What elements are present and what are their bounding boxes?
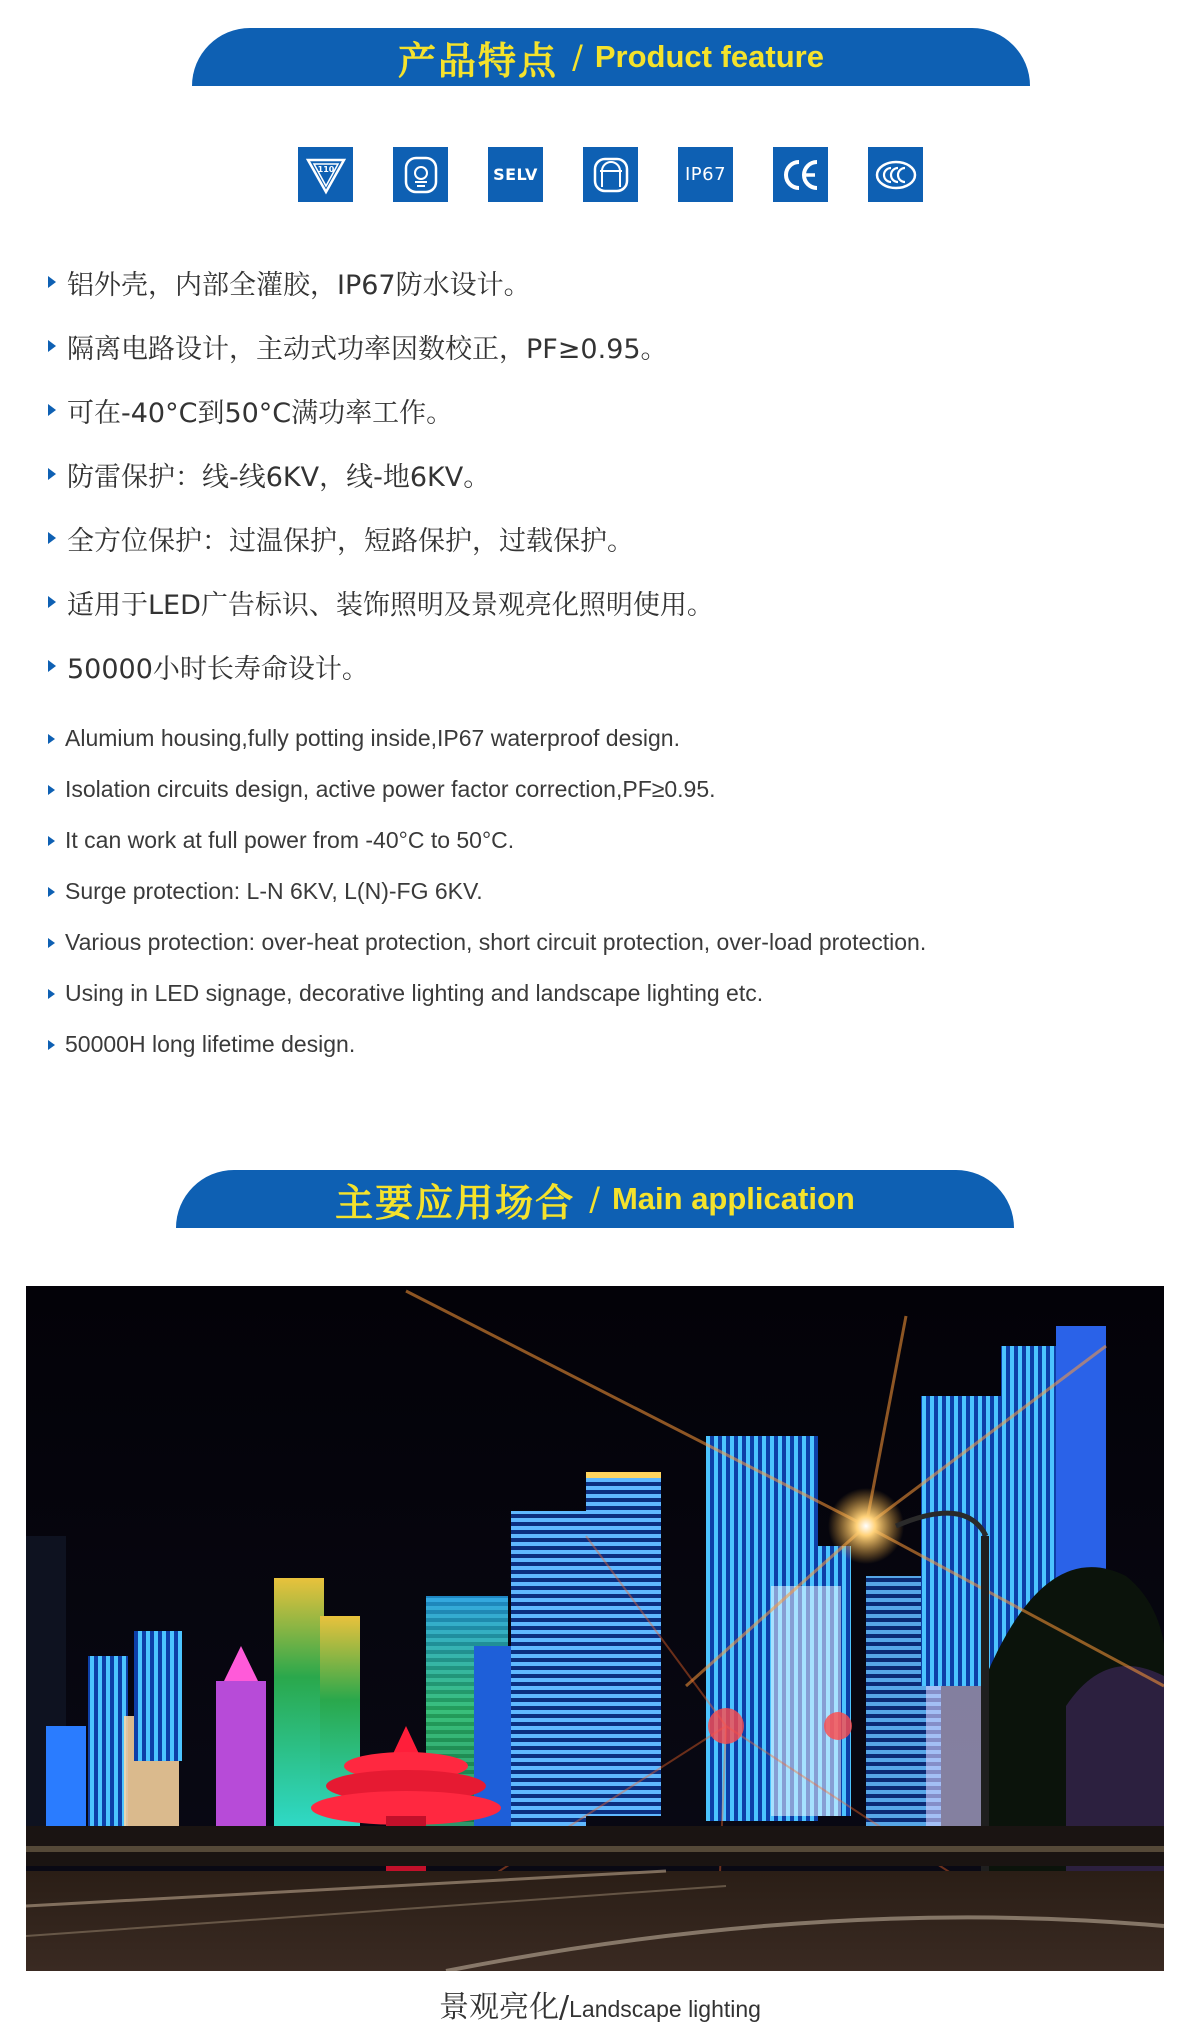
- selv-label: SELV: [493, 165, 538, 184]
- feature-en-item: [48, 764, 926, 815]
- main-application-title-zh: 主要应用场合: [335, 1180, 576, 1225]
- feature-en-text: 50000H long lifetime design.: [65, 1031, 356, 1057]
- product-feature-title-zh: 产品特点: [398, 38, 559, 83]
- features-en-list: [48, 713, 926, 1070]
- bullet-triangle-icon: [48, 404, 56, 416]
- bullet-triangle-icon: [48, 468, 56, 480]
- product-feature-banner: [192, 28, 1030, 86]
- triangle-110-label: 110: [317, 164, 334, 174]
- feature-en-item: [48, 917, 926, 968]
- triangle-110-icon: [298, 147, 353, 202]
- feature-en-item: [48, 866, 926, 917]
- feature-zh-item: [48, 442, 714, 506]
- feature-zh-item: [48, 506, 714, 570]
- main-application-separator: /: [589, 1180, 600, 1218]
- feature-zh-item: [48, 378, 714, 442]
- ccc-icon: [868, 147, 923, 202]
- selv-icon: [488, 147, 543, 202]
- feature-en-text: Isolation circuits design, active power factor correction,PF≥0.95.: [65, 776, 716, 802]
- photo-caption-zh: 景观亮化/: [439, 1990, 570, 2025]
- ce-icon: [773, 147, 828, 202]
- feature-en-text: Using in LED signage, decorative lighting and landscape lighting etc.: [65, 980, 764, 1006]
- feature-zh-text: 铝外壳，内部全灌胶，IP67防水设计。: [67, 269, 531, 301]
- bullet-triangle-icon: [48, 596, 56, 608]
- features-zh-list: [48, 250, 714, 698]
- photo-caption: [0, 1982, 1200, 2026]
- bullet-triangle-icon: [48, 1040, 55, 1050]
- bullet-triangle-icon: [48, 989, 55, 999]
- feature-zh-text: 隔离电路设计，主动式功率因数校正，PF≥0.95。: [67, 333, 668, 365]
- feature-en-text: Various protection: over-heat protection, short circuit protection, over-load protection.: [65, 929, 927, 955]
- product-feature-title-en: Product feature: [594, 39, 824, 74]
- photo-caption-en: Landscape lighting: [569, 1996, 761, 2022]
- bullet-triangle-icon: [48, 785, 55, 795]
- bullet-triangle-icon: [48, 660, 56, 672]
- feature-en-item: [48, 1019, 926, 1070]
- feature-en-text: Surge protection: L-N 6KV, L(N)-FG 6KV.: [65, 878, 483, 904]
- ip67-label: IP67: [684, 164, 727, 185]
- feature-zh-text: 防雷保护：线-线6KV，线-地6KV。: [67, 461, 491, 493]
- bullet-triangle-icon: [48, 276, 56, 288]
- feature-en-item: [48, 968, 926, 1019]
- feature-zh-item: [48, 314, 714, 378]
- feature-zh-text: 可在-40°C到50°C满功率工作。: [67, 397, 454, 429]
- feature-zh-item: [48, 634, 714, 698]
- feature-en-item: [48, 713, 926, 764]
- feature-zh-item: [48, 570, 714, 634]
- main-application-title-en: Main application: [611, 1181, 855, 1216]
- feature-zh-text: 全方位保护：过温保护，短路保护，过载保护。: [67, 525, 634, 557]
- bullet-triangle-icon: [48, 938, 55, 948]
- bullet-triangle-icon: [48, 532, 56, 544]
- product-feature-separator: /: [572, 38, 583, 76]
- feature-zh-text: 适用于LED广告标识、装饰照明及景观亮化照明使用。: [67, 589, 714, 621]
- bullet-triangle-icon: [48, 887, 55, 897]
- bullet-triangle-icon: [48, 734, 55, 744]
- independent-controlgear-icon: [583, 147, 638, 202]
- main-application-banner: [176, 1170, 1014, 1228]
- ip67-icon: [678, 147, 733, 202]
- lamp-controlgear-icon: [393, 147, 448, 202]
- feature-zh-item: [48, 250, 714, 314]
- feature-en-item: [48, 815, 926, 866]
- bullet-triangle-icon: [48, 340, 56, 352]
- feature-zh-text: 50000小时长寿命设计。: [67, 653, 369, 685]
- feature-en-text: Alumium housing,fully potting inside,IP67 waterproof design.: [65, 725, 680, 751]
- bullet-triangle-icon: [48, 836, 55, 846]
- landscape-lighting-photo: [26, 1286, 1164, 1971]
- certification-icons: [298, 147, 923, 202]
- feature-en-text: It can work at full power from -40°C to 50°C.: [65, 827, 515, 853]
